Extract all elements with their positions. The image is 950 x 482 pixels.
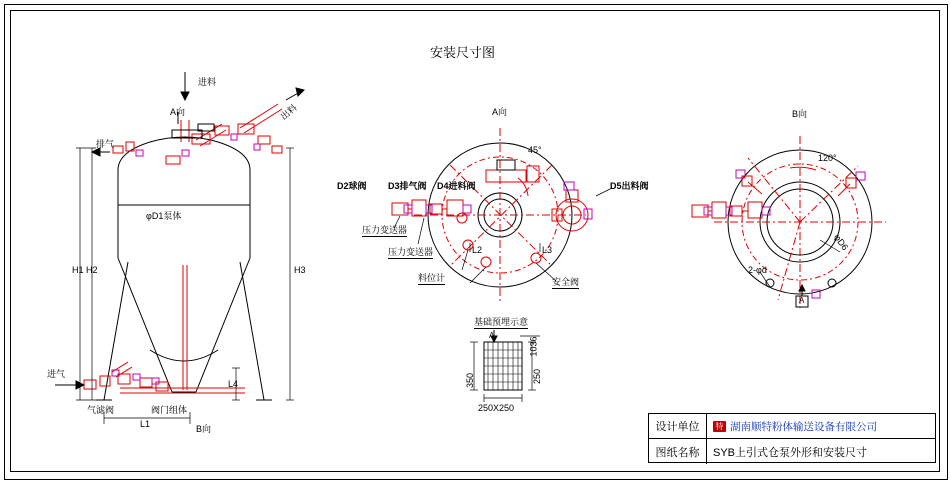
title-block-value-design-unit [707,414,935,438]
dim-l4: L4 [228,379,239,389]
label-pump-body: φD1泵体 [146,211,182,221]
page-title: 安装尺寸图 [430,45,496,60]
label-exhaust: 排气 [96,139,115,149]
title-block-label-drawing-name: 图纸名称 [649,439,707,464]
label-view-b-front: B向 [196,424,212,434]
dim-foundation-left: 350 [465,372,476,389]
company-logo-icon: 特 [713,421,726,432]
callout-pressure-transmitter-2: 压力变送器 [388,247,434,257]
title-block-row-drawing-name [649,439,935,464]
label-view-a-mid: A向 [492,107,508,117]
dim-h3: H3 [294,265,306,275]
dim-l1: L1 [140,419,151,429]
callout-pressure-transmitter-1: 压力变送器 [362,225,408,235]
dim-foundation-right: 250 [532,368,543,385]
dim-h1: H1 [72,265,84,275]
dim-foundation-width: 250X250 [478,403,515,413]
dim-d6: φD6 [832,232,851,253]
callout-d4-feed-valve: D4进料阀 [437,181,476,191]
label-foundation-title: 基础预埋示意 [474,317,529,327]
title-block-row-design-unit [649,414,935,439]
label-view-b-right: B向 [792,109,808,119]
dim-foundation-top: 1036 [528,336,539,357]
section-mark-a-foundation: A [489,331,495,340]
title-block-label-design-unit: 设计单位 [649,414,707,438]
dim-h2: H2 [86,265,98,275]
label-air-in: 进气 [47,369,66,379]
label-air-filter-valve: 气滤阀 [87,405,115,415]
label-angle-120: 120° [818,153,837,163]
dim-l2: L2 [472,245,483,255]
dim-l3: L3 [542,245,553,255]
label-discharge-out: 出料 [278,102,299,122]
title-block-value-drawing-name: SYB上引式仓泵外形和安装尺寸 [713,446,868,459]
callout-d5-discharge-valve: D5出料阀 [610,181,649,191]
label-feed-in: 进料 [198,77,217,87]
callout-level-gauge: 料位计 [418,273,446,283]
section-mark-a-right: A [799,296,805,305]
company-name: 湖南顺特粉体输送设备有限公司 [730,420,877,433]
label-holes: 2-φd [748,265,767,275]
callout-d2-ball-valve: D2球阀 [337,181,367,191]
label-angle-45: 45° [528,145,542,155]
callout-safety-valve: 安全阀 [552,277,580,287]
label-valve-assembly: 阀门组体 [151,405,188,415]
label-view-a-front: A向 [170,107,186,117]
title-block [648,413,936,463]
callout-d3-exhaust-valve: D3排气阀 [388,181,427,191]
